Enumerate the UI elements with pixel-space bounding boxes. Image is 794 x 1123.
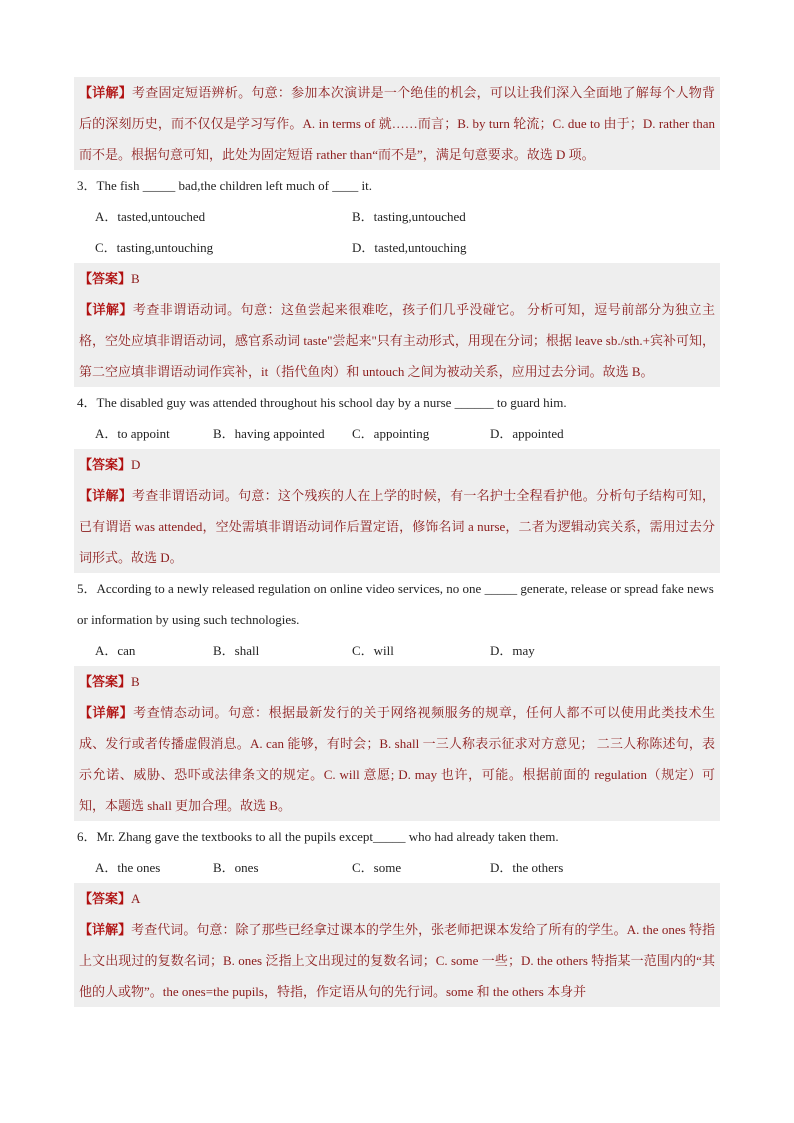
explanation-line [79,480,715,573]
option-c: C．some [352,860,402,875]
answer-box-3 [74,263,720,387]
explanation-text: 考查非谓语动词。句意：这鱼尝起来很难吃，孩子们几乎没碰它。 分析可知，逗号前部分为独立主格，空处应填非谓语动词，感官系动词 taste"尝起来"只有主动形式，用现在分词；根据 leave sb./sth.+宾补可知，第二空应填非谓语动词作宾补，it（指代鱼肉）和 untouch 之间为被动关系，应用过去分词。故选 B。 [79,302,715,379]
option-d: D．tasted,untouching [352,240,467,255]
option-d: D．appointed [490,426,564,441]
explanation-text: 考查固定短语辨析。句意：参加本次演讲是一个绝佳的机会，可以让我们深入全面地了解每个人物背后的深刻历史，而不仅仅是学习写作。A. in terms of 就……而言；B. by turn 轮流；C. due to 由于；D. rather than 而不是。根据句意可知，此处为固定短语 rather than“而不是”，满足句意要求。故选 D 项。 [79,85,715,162]
options-row-3b [74,232,720,263]
question-stem-4: 4．The disabled guy was attended throughout his school day by a nurse ______ to guard him. [77,395,567,410]
answer-value: D [131,457,141,472]
explanation-line [79,294,715,387]
answer-tag: 【答案】 [79,271,132,286]
option-c: C．tasting,untouching [95,240,214,255]
answer-box-5 [74,666,720,821]
explanation-box-q2 [74,77,720,170]
option-a: A．to appoint [95,426,170,441]
option-d: D．may [490,643,535,658]
options-row-4 [74,418,720,449]
answer-tag: 【答案】 [79,457,132,472]
answer-line [79,449,715,480]
explanation-tag: 【详解】 [79,85,133,100]
option-c: C．will [352,643,394,658]
answer-line [79,883,715,914]
option-b: B．having appointed [213,426,325,441]
answer-line [79,666,715,697]
explanation-tag: 【详解】 [79,705,134,720]
explanation-tag: 【详解】 [79,488,133,503]
answer-tag: 【答案】 [79,891,132,906]
option-d: D．the others [490,860,564,875]
answer-value: B [131,271,140,286]
option-c: C．appointing [352,426,430,441]
options-row-6 [74,852,720,883]
explanation-tag: 【详解】 [79,302,133,317]
option-b: B．ones [213,860,259,875]
explanation-text: 考查代词。句意：除了那些已经拿过课本的学生外，张老师把课本发给了所有的学生。A. the ones 特指上文出现过的复数名词；B. ones 泛指上文出现过的复数名词；C. some 一些；D. the others 特指某一范围内的“其他的人或物”。the ones=the pupils，特指，作定语从句的先行词。some 和 the others 本身并 [79,922,715,999]
option-b: B．shall [213,643,260,658]
explanation-text: 考查非谓语动词。句意：这个残疾的人在上学的时候，有一名护士全程看护他。分析句子结构可知，已有谓语 was attended，空处需填非谓语动词作后置定语，修饰名词 a nurse，二者为逻辑动宾关系，需用过去分词形式。故选 D。 [79,488,715,565]
answer-line [79,263,715,294]
answer-box-4 [74,449,720,573]
explanation-line [79,914,715,1007]
option-a: A．the ones [95,860,161,875]
explanation-text: 考查情态动词。句意：根据最新发行的关于网络视频服务的规章，任何人都不可以使用此类技术生成、发行或者传播虚假消息。A. can 能够，有时会；B. shall 一三人称表示征求对方意见； 二三人称陈述句，表示允诺、威胁、恐吓或法律条文的规定。C. will 意愿; D. may 也许，可能。根据前面的 regulation（规定）可知，本题选 shall 更加合理。故选 B。 [79,705,715,813]
page-content [74,77,720,1007]
explanation-tag: 【详解】 [79,922,132,937]
options-row-3a [74,201,720,232]
answer-box-6 [74,883,720,1007]
question-stem-5: 5．According to a newly released regulation on online video services, no one _____ generate, release or spread fake news or information by using such technologies. [77,581,714,627]
answer-value: A [131,891,141,906]
answer-tag: 【答案】 [79,674,132,689]
options-row-5 [74,635,720,666]
question-stem-3: 3．The fish _____ bad,the children left much of ____ it. [77,178,372,193]
option-a: A．tasted,untouched [95,209,206,224]
option-b: B．tasting,untouched [352,209,466,224]
option-a: A．can [95,643,136,658]
question-stem-6: 6．Mr. Zhang gave the textbooks to all the pupils except_____ who had already taken them. [77,829,559,844]
answer-value: B [131,674,140,689]
explanation-line [79,697,715,821]
